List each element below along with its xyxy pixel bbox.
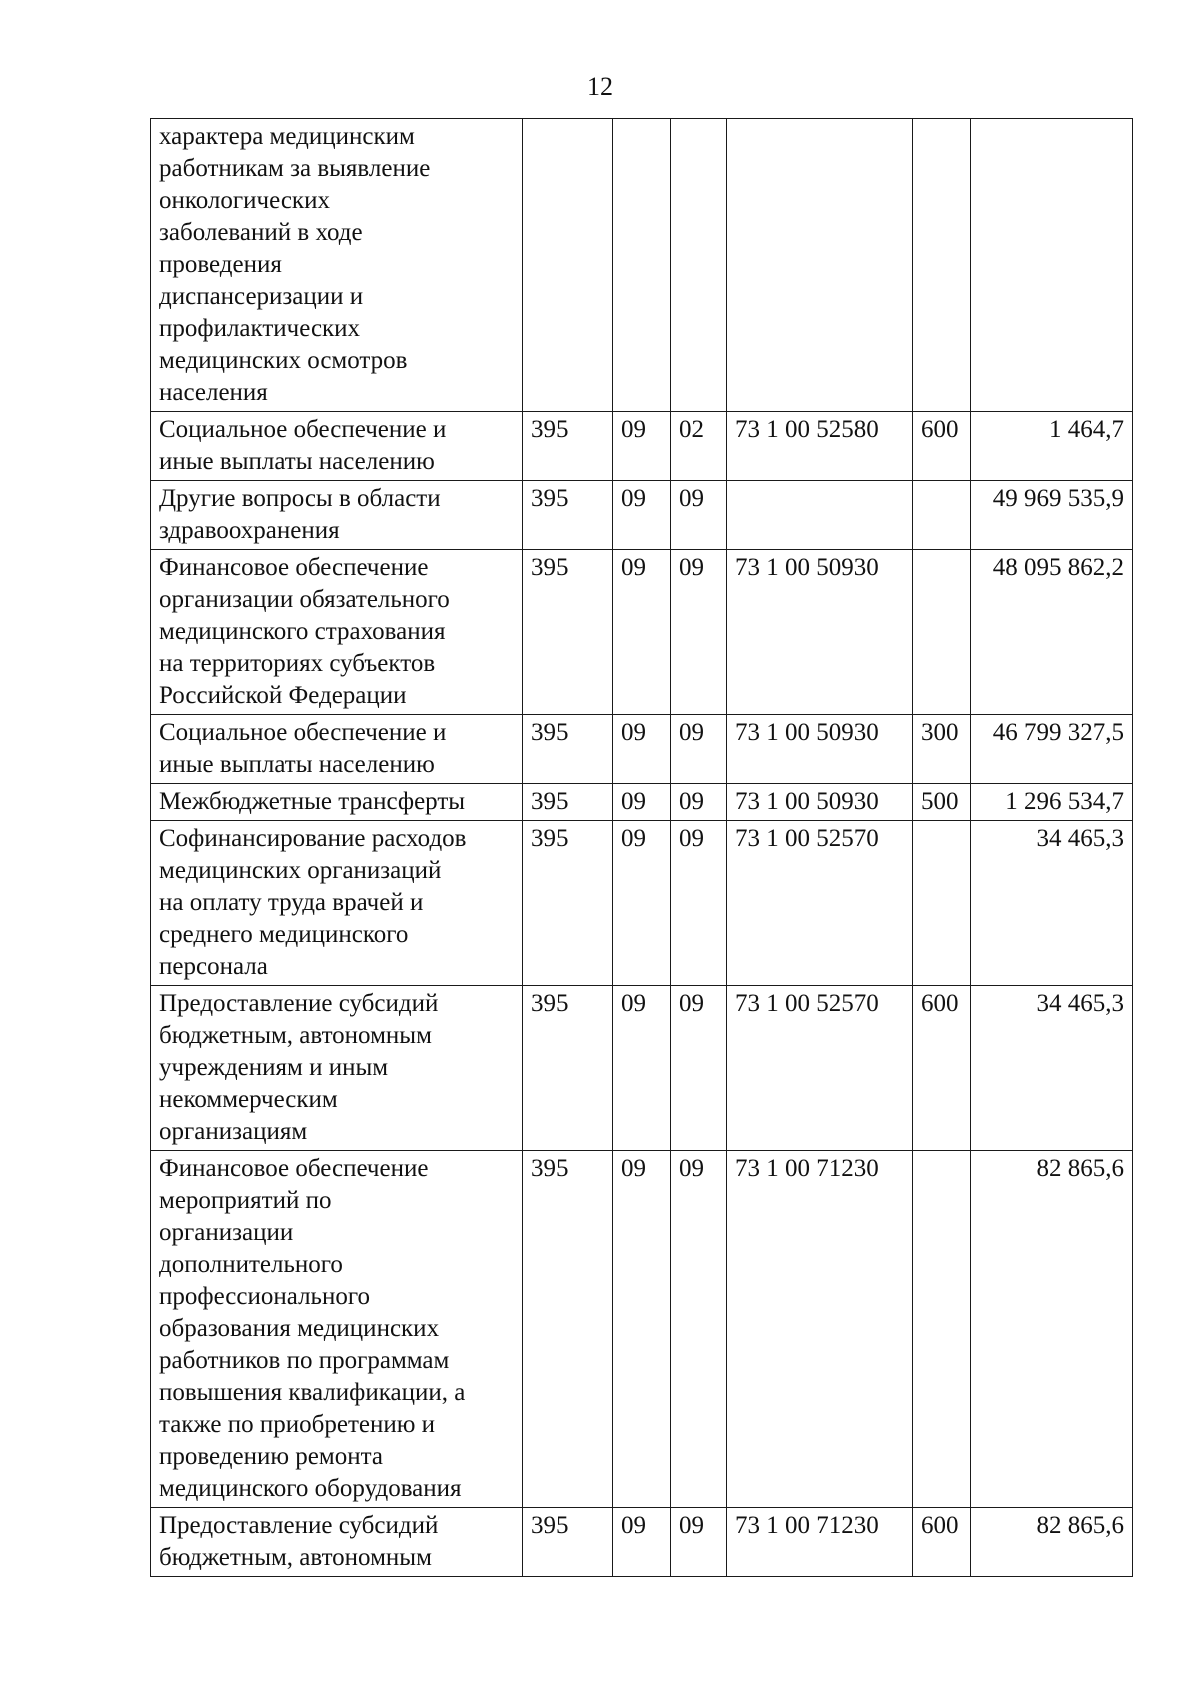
- item-name-line: на территориях субъектов: [159, 650, 436, 677]
- section-code-cell: 09: [613, 715, 671, 784]
- item-name-line: работников по программам: [159, 1347, 450, 1374]
- expense-type-code-cell: 500: [913, 784, 971, 821]
- table-row: [151, 481, 1133, 550]
- item-name-line: мероприятий по: [159, 1187, 332, 1214]
- table-row: [151, 986, 1133, 1151]
- item-name-line: заболеваний в ходе: [159, 219, 363, 246]
- subsection-code-cell: 09: [671, 986, 727, 1151]
- item-name-cell: [151, 986, 523, 1151]
- item-name-line: на оплату труда врачей и: [159, 889, 424, 916]
- section-code-cell: 09: [613, 821, 671, 986]
- grbs-code-cell: 395: [523, 1508, 613, 1577]
- item-name-line: Софинансирование расходов: [159, 825, 467, 852]
- subsection-code-cell: 09: [671, 715, 727, 784]
- amount-cell: 46 799 327,5: [971, 715, 1133, 784]
- budget-table: [150, 118, 1133, 1577]
- item-name-line: профилактических: [159, 315, 361, 342]
- item-name-cell: [151, 1508, 523, 1577]
- grbs-code-cell: 395: [523, 821, 613, 986]
- expense-type-code-cell: 600: [913, 986, 971, 1151]
- item-name-line: населения: [159, 379, 268, 406]
- item-name-cell: [151, 550, 523, 715]
- table-row: [151, 715, 1133, 784]
- item-name-line: Российской Федерации: [159, 682, 407, 709]
- item-name-line: некоммерческим: [159, 1086, 338, 1113]
- item-name-line: Социальное обеспечение и: [159, 719, 447, 746]
- item-name-line: Предоставление субсидий: [159, 1512, 439, 1539]
- expense-type-code-cell: [913, 821, 971, 986]
- subsection-code-cell: 09: [671, 550, 727, 715]
- grbs-code-cell: 395: [523, 481, 613, 550]
- item-name-cell: [151, 119, 523, 412]
- section-code-cell: 09: [613, 784, 671, 821]
- target-article-code-cell: 73 1 00 50930: [727, 715, 913, 784]
- item-name-line: среднего медицинского: [159, 921, 409, 948]
- item-name-line: организации обязательного: [159, 586, 450, 613]
- expense-type-code-cell: [913, 1151, 971, 1508]
- table-row: [151, 550, 1133, 715]
- section-code-cell: 09: [613, 481, 671, 550]
- item-name-line: бюджетным, автономным: [159, 1022, 432, 1049]
- item-name-line: онкологических: [159, 187, 330, 214]
- page-number: 12: [587, 72, 613, 101]
- grbs-code-cell: 395: [523, 412, 613, 481]
- amount-cell: 1 464,7: [971, 412, 1133, 481]
- item-name-line: медицинских организаций: [159, 857, 442, 884]
- section-code-cell: 09: [613, 986, 671, 1151]
- grbs-code-cell: 395: [523, 550, 613, 715]
- table-row: [151, 412, 1133, 481]
- amount-cell: 82 865,6: [971, 1151, 1133, 1508]
- table-row: [151, 1508, 1133, 1577]
- item-name-line: персонала: [159, 953, 268, 980]
- grbs-code-cell: 395: [523, 986, 613, 1151]
- budget-table-body: [151, 119, 1133, 1577]
- table-row: [151, 821, 1133, 986]
- grbs-code-cell: [523, 119, 613, 412]
- item-name-line: проведения: [159, 251, 282, 278]
- item-name-line: Финансовое обеспечение: [159, 554, 429, 581]
- target-article-code-cell: [727, 481, 913, 550]
- item-name-line: медицинских осмотров: [159, 347, 408, 374]
- item-name-line: Другие вопросы в области: [159, 485, 441, 512]
- item-name-line: также по приобретению и: [159, 1411, 436, 1438]
- item-name-line: медицинского страхования: [159, 618, 446, 645]
- item-name-line: диспансеризации и: [159, 283, 364, 310]
- item-name-line: характера медицинским: [159, 123, 415, 150]
- item-name-line: Социальное обеспечение и: [159, 416, 447, 443]
- amount-cell: 82 865,6: [971, 1508, 1133, 1577]
- amount-cell: 1 296 534,7: [971, 784, 1133, 821]
- amount-cell: 34 465,3: [971, 986, 1133, 1151]
- section-code-cell: 09: [613, 412, 671, 481]
- expense-type-code-cell: 600: [913, 1508, 971, 1577]
- subsection-code-cell: 09: [671, 1151, 727, 1508]
- amount-cell: 34 465,3: [971, 821, 1133, 986]
- section-code-cell: 09: [613, 1508, 671, 1577]
- item-name-line: Предоставление субсидий: [159, 990, 439, 1017]
- item-name-cell: [151, 784, 523, 821]
- item-name-line: Финансовое обеспечение: [159, 1155, 429, 1182]
- item-name-line: организации: [159, 1219, 294, 1246]
- item-name-line: иные выплаты населению: [159, 448, 435, 475]
- expense-type-code-cell: [913, 119, 971, 412]
- item-name-line: профессионального: [159, 1283, 370, 1310]
- expense-type-code-cell: [913, 481, 971, 550]
- subsection-code-cell: 09: [671, 481, 727, 550]
- grbs-code-cell: 395: [523, 1151, 613, 1508]
- item-name-cell: [151, 412, 523, 481]
- item-name-line: организациям: [159, 1118, 308, 1145]
- item-name-line: Межбюджетные трансферты: [159, 788, 466, 815]
- item-name-line: работникам за выявление: [159, 155, 431, 182]
- table-row: [151, 1151, 1133, 1508]
- expense-type-code-cell: [913, 550, 971, 715]
- item-name-line: здравоохранения: [159, 517, 340, 544]
- target-article-code-cell: 73 1 00 50930: [727, 550, 913, 715]
- item-name-cell: [151, 821, 523, 986]
- expense-type-code-cell: 600: [913, 412, 971, 481]
- item-name-line: бюджетным, автономным: [159, 1544, 432, 1571]
- grbs-code-cell: 395: [523, 784, 613, 821]
- target-article-code-cell: 73 1 00 50930: [727, 784, 913, 821]
- subsection-code-cell: 02: [671, 412, 727, 481]
- item-name-line: медицинского оборудования: [159, 1475, 462, 1502]
- subsection-code-cell: [671, 119, 727, 412]
- section-code-cell: 09: [613, 1151, 671, 1508]
- amount-cell: 48 095 862,2: [971, 550, 1133, 715]
- item-name-line: проведению ремонта: [159, 1443, 383, 1470]
- item-name-line: повышения квалификации, а: [159, 1379, 466, 1406]
- subsection-code-cell: 09: [671, 1508, 727, 1577]
- target-article-code-cell: 73 1 00 52580: [727, 412, 913, 481]
- table-row: [151, 784, 1133, 821]
- amount-cell: 49 969 535,9: [971, 481, 1133, 550]
- expense-type-code-cell: 300: [913, 715, 971, 784]
- item-name-line: дополнительного: [159, 1251, 343, 1278]
- item-name-cell: [151, 481, 523, 550]
- item-name-cell: [151, 715, 523, 784]
- item-name-line: учреждениям и иным: [159, 1054, 389, 1081]
- item-name-cell: [151, 1151, 523, 1508]
- table-row: [151, 119, 1133, 412]
- item-name-line: иные выплаты населению: [159, 751, 435, 778]
- target-article-code-cell: 73 1 00 71230: [727, 1508, 913, 1577]
- grbs-code-cell: 395: [523, 715, 613, 784]
- section-code-cell: 09: [613, 550, 671, 715]
- subsection-code-cell: 09: [671, 784, 727, 821]
- subsection-code-cell: 09: [671, 821, 727, 986]
- section-code-cell: [613, 119, 671, 412]
- target-article-code-cell: 73 1 00 71230: [727, 1151, 913, 1508]
- target-article-code-cell: 73 1 00 52570: [727, 986, 913, 1151]
- item-name-line: образования медицинских: [159, 1315, 440, 1342]
- target-article-code-cell: [727, 119, 913, 412]
- target-article-code-cell: 73 1 00 52570: [727, 821, 913, 986]
- amount-cell: [971, 119, 1133, 412]
